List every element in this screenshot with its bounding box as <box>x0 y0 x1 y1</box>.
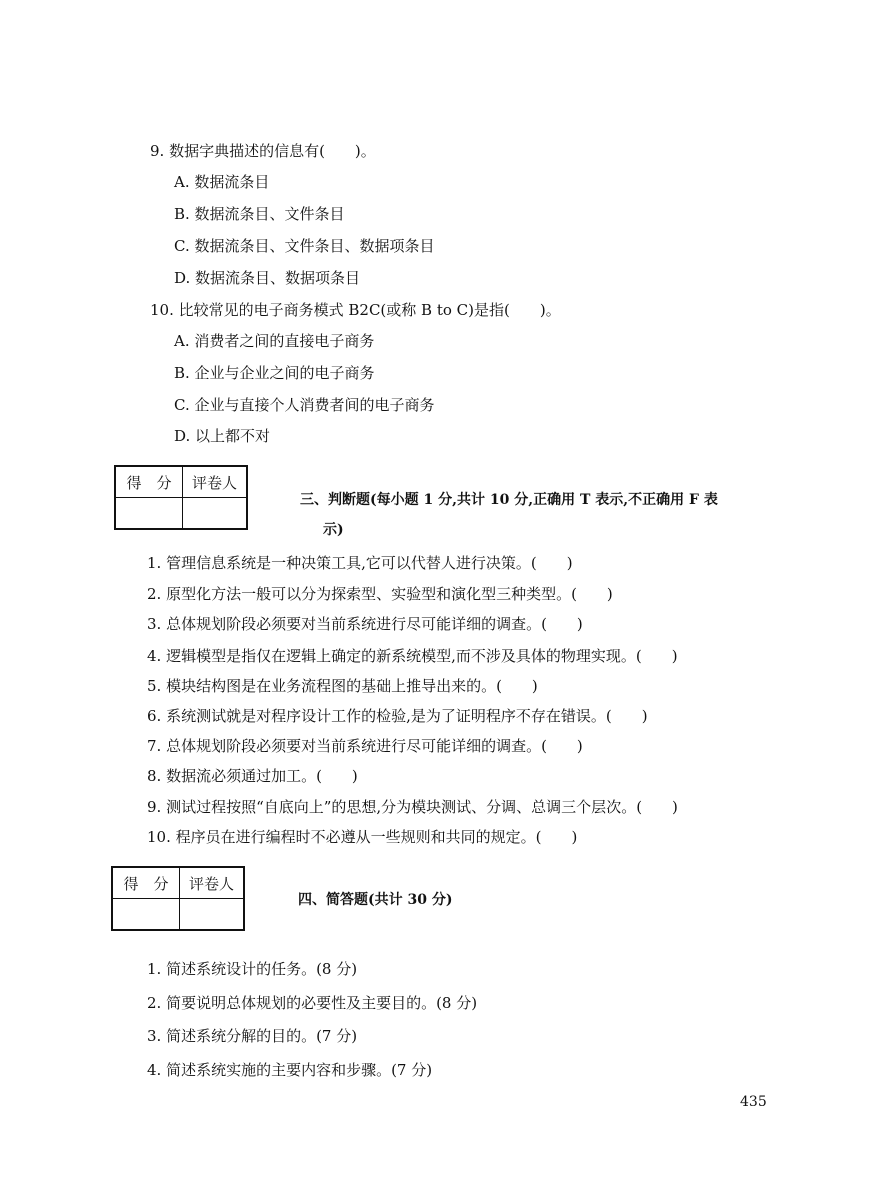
judgment-item-3: 3. 总体规划阶段必须要对当前系统进行尽可能详细的调查。( ) <box>147 615 583 633</box>
question-10-option-d: D. 以上都不对 <box>174 427 271 445</box>
score-box-section-3 <box>114 465 248 530</box>
judgment-item-4: 4. 逻辑模型是指仅在逻辑上确定的新系统模型,而不涉及具体的物理实现。( ) <box>147 647 678 665</box>
score-label: 得 分 <box>115 466 183 498</box>
question-10-stem: 10. 比较常见的电子商务模式 B2C(或称 B to C)是指( )。 <box>150 301 561 319</box>
judgment-item-7: 7. 总体规划阶段必须要对当前系统进行尽可能详细的调查。( ) <box>147 737 583 755</box>
judgment-item-8: 8. 数据流必须通过加工。( ) <box>147 767 358 785</box>
short-answer-item-2: 2. 简要说明总体规划的必要性及主要目的。(8 分) <box>147 994 478 1012</box>
grader-label: 评卷人 <box>180 867 245 899</box>
score-box-section-4 <box>111 866 245 931</box>
question-10-option-b: B. 企业与企业之间的电子商务 <box>174 364 375 382</box>
section-3-title-continued: 示) <box>323 522 344 538</box>
score-cell <box>115 498 183 530</box>
judgment-item-1: 1. 管理信息系统是一种决策工具,它可以代替人进行决策。( ) <box>147 554 573 572</box>
question-9-option-a: A. 数据流条目 <box>174 173 270 191</box>
question-10-option-c: C. 企业与直接个人消费者间的电子商务 <box>174 396 435 414</box>
page-number: 435 <box>740 1094 767 1110</box>
short-answer-item-4: 4. 简述系统实施的主要内容和步骤。(7 分) <box>147 1061 433 1079</box>
grader-cell <box>183 498 248 530</box>
judgment-item-5: 5. 模块结构图是在业务流程图的基础上推导出来的。( ) <box>147 677 538 695</box>
grader-label: 评卷人 <box>183 466 248 498</box>
question-9-option-b: B. 数据流条目、文件条目 <box>174 205 345 223</box>
short-answer-item-3: 3. 简述系统分解的目的。(7 分) <box>147 1027 358 1045</box>
short-answer-item-1: 1. 简述系统设计的任务。(8 分) <box>147 960 358 978</box>
section-3-title: 三、判断题(每小题 1 分,共计 10 分,正确用 T 表示,不正确用 F 表 <box>300 492 718 508</box>
judgment-item-10: 10. 程序员在进行编程时不必遵从一些规则和共同的规定。( ) <box>147 828 578 846</box>
judgment-item-2: 2. 原型化方法一般可以分为探索型、实验型和演化型三种类型。( ) <box>147 585 613 603</box>
section-4-title: 四、简答题(共计 30 分) <box>298 892 453 908</box>
question-9-option-d: D. 数据流条目、数据项条目 <box>174 269 361 287</box>
judgment-item-9: 9. 测试过程按照“自底向上”的思想,分为模块测试、分调、总调三个层次。( ) <box>147 798 678 816</box>
question-9-stem: 9. 数据字典描述的信息有( )。 <box>150 142 376 160</box>
score-label: 得 分 <box>112 867 180 899</box>
judgment-item-6: 6. 系统测试就是对程序设计工作的检验,是为了证明程序不存在错误。( ) <box>147 707 648 725</box>
score-cell <box>112 899 180 931</box>
grader-cell <box>180 899 245 931</box>
question-9-option-c: C. 数据流条目、文件条目、数据项条目 <box>174 237 435 255</box>
question-10-option-a: A. 消费者之间的直接电子商务 <box>174 332 375 350</box>
